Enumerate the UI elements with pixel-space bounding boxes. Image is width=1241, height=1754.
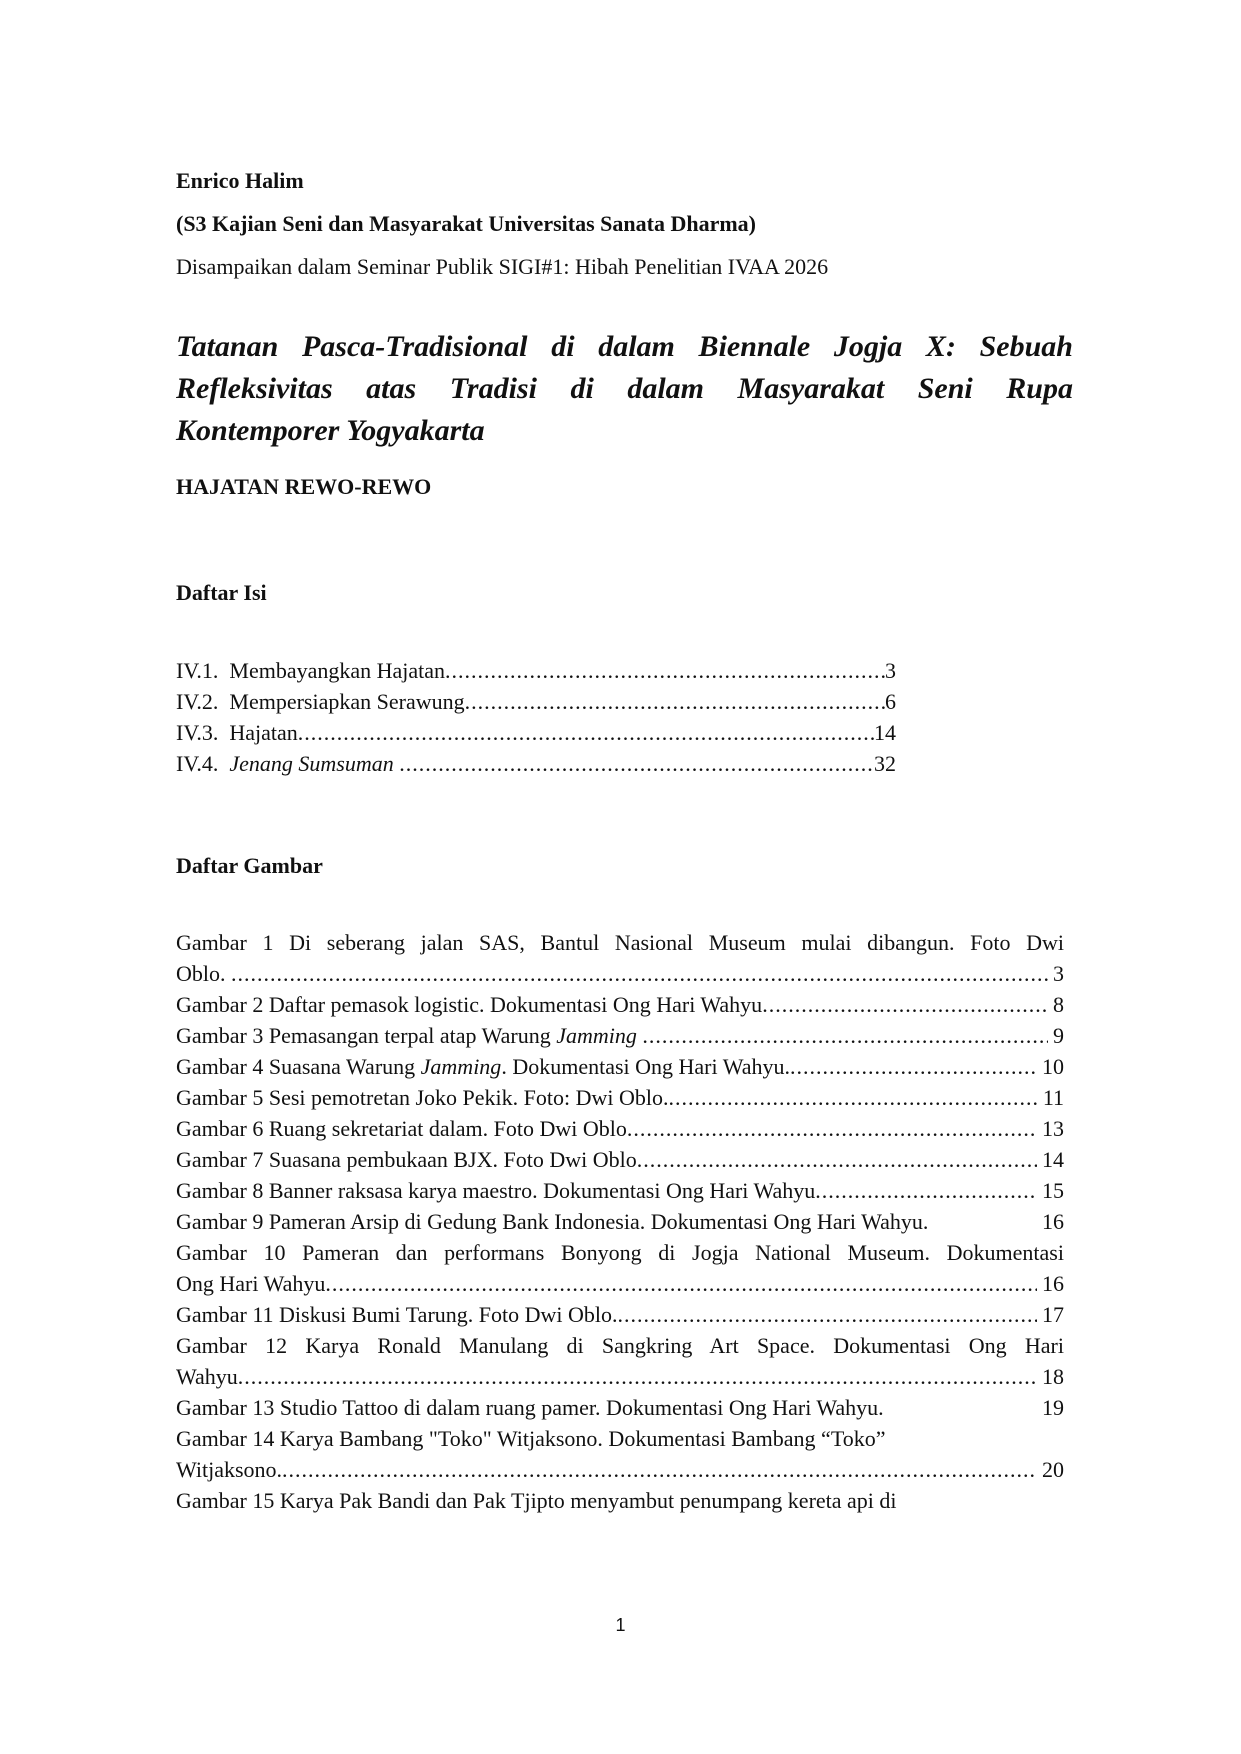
figure-label: Gambar 4 Suasana Warung (176, 1054, 421, 1079)
figure-label: Gambar 7 Suasana pembukaan BJX. Foto Dwi Oblo (176, 1147, 637, 1172)
figure-entry[interactable] (176, 1175, 1064, 1206)
author-affiliation: (S3 Kajian Seni dan Masyarakat Universitas Sanata Dharma) (176, 211, 756, 236)
leader-dots (238, 1361, 1037, 1392)
figure-page: 16 (1042, 1271, 1064, 1296)
figure-entry[interactable] (176, 1299, 1064, 1330)
figure-entry[interactable] (176, 989, 1064, 1020)
figures-heading: Daftar Gambar (176, 853, 323, 878)
figure-entry[interactable] (176, 958, 1064, 989)
figure-label: Gambar 5 Sesi pemotretan Joko Pekik. Foto: Dwi Oblo. (176, 1085, 669, 1110)
figure-entry[interactable] (176, 1113, 1064, 1144)
toc-entry[interactable] (176, 717, 896, 748)
figure-label: Gambar 11 Diskusi Bumi Tarung. Foto Dwi Oblo. (176, 1302, 618, 1327)
leader-dots (642, 1020, 1047, 1051)
toc-entry[interactable] (176, 748, 896, 779)
leader-dots (445, 655, 885, 686)
leader-dots (465, 686, 885, 717)
figure-page: 9 (1053, 1023, 1064, 1048)
presentation-note: Disampaikan dalam Seminar Publik SIGI#1: Hibah Penelitian IVAA 2026 (176, 254, 829, 279)
leader-dots (762, 989, 1047, 1020)
figure-label: Gambar 8 Banner raksasa karya maestro. Dokumentasi Ong Hari Wahyu (176, 1178, 816, 1203)
title-line: Tatanan Pasca-Tradisional di dalam Biennale Jogja X: Sebuah (176, 330, 1073, 363)
list-of-figures (176, 927, 1064, 1516)
figure-entry-line1[interactable] (176, 927, 1064, 958)
leader-dots (325, 1268, 1036, 1299)
leader-dots (298, 717, 874, 748)
figure-entry[interactable] (176, 1454, 1064, 1485)
figure-page: 20 (1042, 1457, 1064, 1482)
figure-label: Oblo. (176, 961, 226, 986)
leader-dots (790, 1051, 1037, 1082)
figure-label: Gambar 10 Pameran dan performans Bonyong di Jogja National Museum. Dokumentasi (176, 1240, 1064, 1265)
toc-label: Mempersiapkan Serawung (229, 689, 465, 714)
toc-number: IV.1. (176, 658, 219, 683)
figure-entry[interactable] (176, 1020, 1064, 1051)
toc-page: 3 (885, 658, 896, 683)
figure-page: 3 (1053, 961, 1064, 986)
figure-page: 13 (1042, 1116, 1064, 1141)
figure-label: Witjaksono. (176, 1457, 283, 1482)
figure-entry-partial[interactable] (176, 1485, 1064, 1516)
figure-page: 19 (1042, 1395, 1064, 1420)
chapter-heading: HAJATAN REWO-REWO (176, 474, 432, 499)
leader-dots (815, 1175, 1036, 1206)
figure-label: Wahyu (176, 1364, 238, 1389)
figure-entry[interactable] (176, 1144, 1064, 1175)
toc-label: Hajatan (229, 720, 298, 745)
toc-number: IV.4. (176, 751, 219, 776)
figure-label: Gambar 14 Karya Bambang "Toko" Witjaksono. Dokumentasi Bambang “Toko” (176, 1426, 886, 1451)
title-line: Kontemporer Yogyakarta (176, 414, 485, 447)
figure-label-italic: Jamming (420, 1054, 502, 1079)
figure-entry[interactable] (176, 1392, 1064, 1423)
toc-entry[interactable] (176, 686, 896, 717)
figure-label: Gambar 3 Pemasangan terpal atap Warung (176, 1023, 557, 1048)
leader-dots (618, 1299, 1037, 1330)
figure-label: Gambar 12 Karya Ronald Manulang di Sangkring Art Space. Dokumentasi Ong Hari (176, 1333, 1064, 1358)
figure-label: Gambar 6 Ruang sekretariat dalam. Foto Dwi Oblo (176, 1116, 627, 1141)
toc-entry[interactable] (176, 655, 896, 686)
toc-page: 32 (874, 751, 896, 776)
toc-heading: Daftar Isi (176, 580, 267, 605)
figure-entry[interactable] (176, 1082, 1064, 1113)
leader-dots (637, 1144, 1037, 1175)
figure-label-italic: Jamming (556, 1023, 637, 1048)
figure-page: 15 (1042, 1178, 1064, 1203)
toc-page: 6 (885, 689, 896, 714)
toc-label: Membayangkan Hajatan (229, 658, 446, 683)
figure-page: 18 (1042, 1364, 1064, 1389)
figure-label: Gambar 1 Di seberang jalan SAS, Bantul Nasional Museum mulai dibangun. Foto Dwi (176, 930, 1064, 955)
figure-entry[interactable] (176, 1051, 1064, 1082)
figure-entry-line1[interactable] (176, 1237, 1064, 1268)
author-name: Enrico Halim (176, 168, 304, 193)
figure-entry[interactable] (176, 1268, 1064, 1299)
figure-entry-line1[interactable] (176, 1423, 1064, 1454)
figure-label: Gambar 2 Daftar pemasok logistic. Dokumentasi Ong Hari Wahyu (176, 992, 763, 1017)
figure-label: Gambar 9 Pameran Arsip di Gedung Bank Indonesia. Dokumentasi Ong Hari Wahyu. (176, 1209, 929, 1234)
page-number: 1 (615, 1615, 626, 1635)
leader-dots (627, 1113, 1037, 1144)
figure-page: 14 (1042, 1147, 1064, 1172)
figure-entry-line1[interactable] (176, 1330, 1064, 1361)
toc-page: 14 (874, 720, 896, 745)
table-of-contents (176, 655, 896, 779)
leader-dots (399, 748, 874, 779)
toc-label: Jenang Sumsuman (229, 751, 394, 776)
leader-dots (282, 1454, 1036, 1485)
figure-label: Ong Hari Wahyu (176, 1271, 326, 1296)
leader-dots (231, 958, 1048, 989)
figure-page: 11 (1042, 1085, 1064, 1110)
figure-entry[interactable] (176, 1206, 1064, 1237)
toc-number: IV.2. (176, 689, 219, 714)
leader-dots (669, 1082, 1038, 1113)
toc-number: IV.3. (176, 720, 219, 745)
figure-page: 8 (1053, 992, 1064, 1017)
title-line: Refleksivitas atas Tradisi di dalam Masyarakat Seni Rupa (176, 372, 1073, 405)
figure-label-tail: . Dokumentasi Ong Hari Wahyu. (501, 1054, 790, 1079)
paper-title (176, 326, 1073, 452)
figure-label: Gambar 13 Studio Tattoo di dalam ruang pamer. Dokumentasi Ong Hari Wahyu. (176, 1395, 884, 1420)
figure-page: 17 (1042, 1302, 1064, 1327)
figure-page: 16 (1042, 1209, 1064, 1234)
figure-entry[interactable] (176, 1361, 1064, 1392)
figure-label: Gambar 15 Karya Pak Bandi dan Pak Tjipto menyambut penumpang kereta api di (176, 1488, 897, 1513)
figure-page: 10 (1042, 1054, 1064, 1079)
